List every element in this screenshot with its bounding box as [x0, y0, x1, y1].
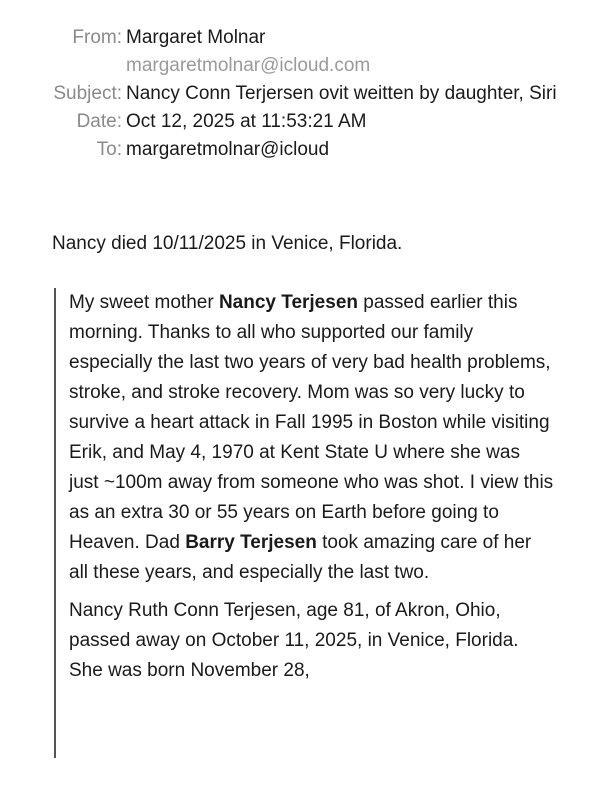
from-email[interactable]: margaretmolnar@icloud.com [126, 55, 371, 76]
from-label: From: [72, 27, 122, 48]
p1-text-a: My sweet mother [69, 292, 219, 313]
obituary-paragraph-1 [69, 288, 554, 588]
p1-text-c: took amazing care of her all these years, and especially the last two. [69, 532, 532, 583]
from-email-row [0, 52, 612, 80]
subject-label: Subject: [53, 83, 122, 104]
mother-name: Nancy Terjesen [218, 292, 358, 313]
quoted-obituary [54, 288, 554, 758]
date-label: Date: [76, 111, 122, 132]
subject-row [0, 80, 612, 108]
to-text[interactable]: margaretmolnar@icloud [126, 139, 330, 160]
email-header [0, 24, 612, 164]
p1-text-b: passed earlier this morning. Thanks to all who supported our family especially the last two years of very bad health problems, stroke, and stroke recovery. Mom was so very lucky to survive a heart attack in Fall 1995 in Boston while visiting Erik, and May 4, 1970 at Kent State U where she was just ~100m away from someone who was shot. I view this as an extra 30 or 55 years on Earth before going to Heaven. Dad [69, 292, 554, 553]
obituary-paragraph-2: Nancy Ruth Conn Terjesen, age 81, of Akron, Ohio, passed away on October 11, 2025, in Venice, Florida. She was born November 28, [69, 600, 519, 681]
date-text: Oct 12, 2025 at 11:53:21 AM [126, 111, 367, 132]
subject-text: Nancy Conn Terjersen ovit weitten by daughter, Siri [126, 83, 557, 104]
summary-line: Nancy died 10/11/2025 in Venice, Florida. [52, 233, 403, 254]
from-row [0, 24, 612, 52]
from-name: Margaret Molnar [126, 27, 266, 48]
to-row [0, 136, 612, 164]
to-label: To: [96, 139, 122, 160]
date-row [0, 108, 612, 136]
father-name: Barry Terjesen [185, 532, 317, 553]
